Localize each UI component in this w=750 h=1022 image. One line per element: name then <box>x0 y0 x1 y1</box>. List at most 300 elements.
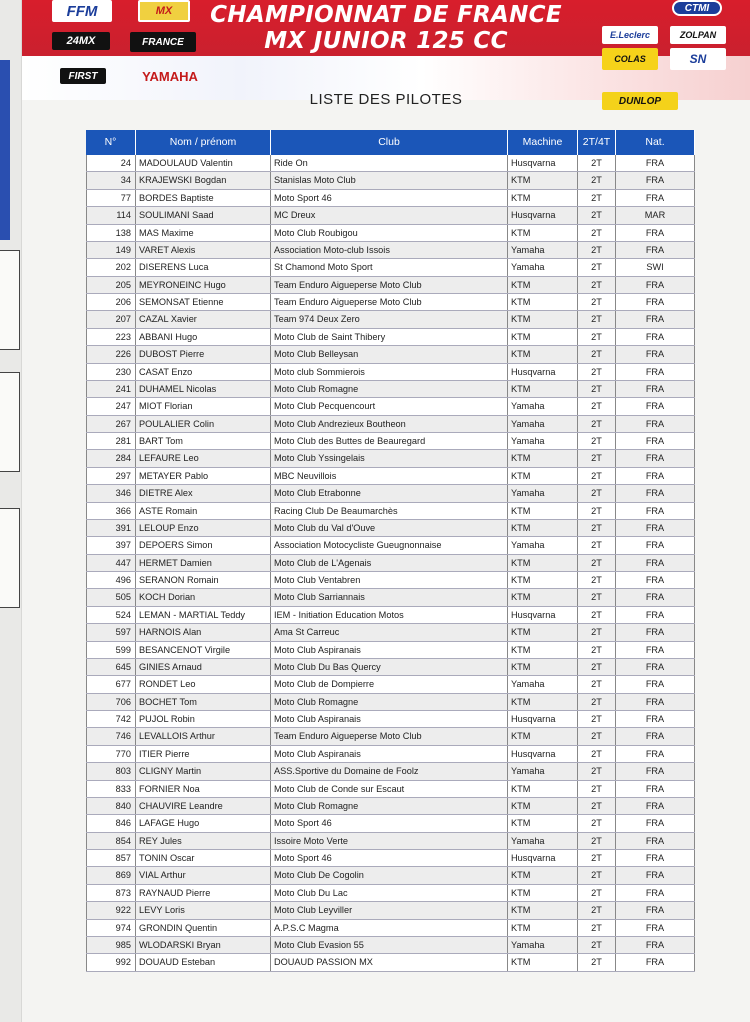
table-row <box>86 798 695 815</box>
cell-club: MBC Neuvillois <box>271 468 508 484</box>
cell-stroke: 2T <box>578 346 616 362</box>
cell-name: RONDET Leo <box>136 676 271 692</box>
cell-club: Racing Club De Beaumarchès <box>271 503 508 519</box>
cell-stroke: 2T <box>578 728 616 744</box>
cell-name: HARNOIS Alan <box>136 624 271 640</box>
cell-stroke: 2T <box>578 815 616 831</box>
cell-stroke: 2T <box>578 589 616 605</box>
cell-machine: KTM <box>508 920 578 936</box>
cell-stroke: 2T <box>578 694 616 710</box>
table-row <box>86 676 695 693</box>
cell-machine: Husqvarna <box>508 364 578 380</box>
cell-stroke: 2T <box>578 624 616 640</box>
table-row <box>86 207 695 224</box>
cell-machine: KTM <box>508 815 578 831</box>
cell-club: Team 974 Deux Zero <box>271 311 508 327</box>
table-row <box>86 277 695 294</box>
cell-machine: KTM <box>508 555 578 571</box>
table-row <box>86 329 695 346</box>
cell-club: Moto Club Romagne <box>271 381 508 397</box>
cell-stroke: 2T <box>578 920 616 936</box>
cell-club: Moto Club Roubigou <box>271 225 508 241</box>
cell-machine: KTM <box>508 468 578 484</box>
cell-machine: KTM <box>508 172 578 188</box>
leclerc-logo: E.Leclerc <box>602 26 658 44</box>
cell-nationality: FRA <box>616 294 695 310</box>
cell-nationality: FRA <box>616 746 695 762</box>
table-row <box>86 346 695 363</box>
table-row <box>86 867 695 884</box>
cell-number: 206 <box>86 294 136 310</box>
cell-stroke: 2T <box>578 468 616 484</box>
cell-nationality: FRA <box>616 329 695 345</box>
cell-nationality: FRA <box>616 485 695 501</box>
cell-club: Moto Club Leyviller <box>271 902 508 918</box>
cell-machine: Yamaha <box>508 833 578 849</box>
list-title: LISTE DES PILOTES <box>309 91 463 108</box>
cell-club: Moto Club de Conde sur Escaut <box>271 781 508 797</box>
cell-club: Issoire Moto Verte <box>271 833 508 849</box>
cell-machine: KTM <box>508 885 578 901</box>
table-row <box>86 624 695 641</box>
cell-stroke: 2T <box>578 207 616 223</box>
cell-club: Ride On <box>271 155 508 171</box>
cell-machine: Yamaha <box>508 433 578 449</box>
cell-number: 241 <box>86 381 136 397</box>
table-row <box>86 503 695 520</box>
cell-stroke: 2T <box>578 711 616 727</box>
sn-logo: SN <box>670 48 726 70</box>
cell-nationality: FRA <box>616 902 695 918</box>
cell-club: Moto Club Belleysan <box>271 346 508 362</box>
table-row <box>86 398 695 415</box>
cell-stroke: 2T <box>578 416 616 432</box>
cell-number: 202 <box>86 259 136 275</box>
cell-nationality: FRA <box>616 346 695 362</box>
cell-name: DUHAMEL Nicolas <box>136 381 271 397</box>
cell-number: 77 <box>86 190 136 206</box>
cell-number: 857 <box>86 850 136 866</box>
cell-number: 297 <box>86 468 136 484</box>
cell-number: 284 <box>86 450 136 466</box>
cell-club: Moto Club des Buttes de Beauregard <box>271 433 508 449</box>
colas-logo: COLAS <box>602 48 658 70</box>
cell-stroke: 2T <box>578 242 616 258</box>
cell-number: 366 <box>86 503 136 519</box>
table-body <box>86 155 695 972</box>
cell-club: Moto Club De Cogolin <box>271 867 508 883</box>
cell-number: 524 <box>86 607 136 623</box>
cell-nationality: FRA <box>616 711 695 727</box>
cell-number: 833 <box>86 781 136 797</box>
cell-nationality: FRA <box>616 225 695 241</box>
table-row <box>86 450 695 467</box>
cell-stroke: 2T <box>578 659 616 675</box>
column-header-number: N° <box>86 130 136 155</box>
cell-nationality: FRA <box>616 311 695 327</box>
cell-name: MIOT Florian <box>136 398 271 414</box>
table-row <box>86 190 695 207</box>
cell-number: 281 <box>86 433 136 449</box>
table-row <box>86 833 695 850</box>
cell-machine: KTM <box>508 728 578 744</box>
cell-club: MC Dreux <box>271 207 508 223</box>
cell-number: 974 <box>86 920 136 936</box>
cell-machine: Husqvarna <box>508 607 578 623</box>
cell-nationality: FRA <box>616 398 695 414</box>
cell-nationality: SWI <box>616 259 695 275</box>
cell-nationality: FRA <box>616 155 695 171</box>
cell-number: 391 <box>86 520 136 536</box>
table-row <box>86 537 695 554</box>
cell-name: SEMONSAT Etienne <box>136 294 271 310</box>
yamaha-logo: YAMAHA <box>142 68 198 84</box>
cell-machine: KTM <box>508 190 578 206</box>
cell-machine: Husqvarna <box>508 207 578 223</box>
cell-club: Team Enduro Aigueperse Moto Club <box>271 294 508 310</box>
cell-name: VARET Alexis <box>136 242 271 258</box>
cell-club: Moto Club Aspiranais <box>271 642 508 658</box>
cell-club: Association Motocycliste Gueugnonnaise <box>271 537 508 553</box>
table-row <box>86 607 695 624</box>
cell-number: 770 <box>86 746 136 762</box>
table-row <box>86 920 695 937</box>
cell-number: 114 <box>86 207 136 223</box>
cell-nationality: FRA <box>616 781 695 797</box>
cell-name: LEFAURE Leo <box>136 450 271 466</box>
cell-machine: KTM <box>508 294 578 310</box>
cell-stroke: 2T <box>578 277 616 293</box>
cell-machine: KTM <box>508 381 578 397</box>
cell-nationality: FRA <box>616 520 695 536</box>
cell-nationality: FRA <box>616 954 695 970</box>
cell-name: KOCH Dorian <box>136 589 271 605</box>
cell-number: 226 <box>86 346 136 362</box>
cell-stroke: 2T <box>578 329 616 345</box>
cell-stroke: 2T <box>578 954 616 970</box>
cell-number: 854 <box>86 833 136 849</box>
cell-machine: KTM <box>508 694 578 710</box>
table-row <box>86 364 695 381</box>
ffm-logo: FFM <box>52 0 112 22</box>
cell-machine: Yamaha <box>508 537 578 553</box>
table-row <box>86 746 695 763</box>
cell-machine: KTM <box>508 902 578 918</box>
cell-machine: Yamaha <box>508 937 578 953</box>
cell-stroke: 2T <box>578 763 616 779</box>
cell-stroke: 2T <box>578 607 616 623</box>
cell-stroke: 2T <box>578 172 616 188</box>
cell-stroke: 2T <box>578 555 616 571</box>
table-row <box>86 259 695 276</box>
cell-name: FORNIER Noa <box>136 781 271 797</box>
cell-stroke: 2T <box>578 503 616 519</box>
cell-club: Moto Club de Dompierre <box>271 676 508 692</box>
cell-club: Moto Sport 46 <box>271 190 508 206</box>
cell-number: 645 <box>86 659 136 675</box>
cell-name: DOUAUD Esteban <box>136 954 271 970</box>
cell-club: Moto Club de Saint Thibery <box>271 329 508 345</box>
cell-name: MEYRONEINC Hugo <box>136 277 271 293</box>
table-row <box>86 728 695 745</box>
cell-number: 992 <box>86 954 136 970</box>
cell-machine: Yamaha <box>508 242 578 258</box>
cell-nationality: FRA <box>616 937 695 953</box>
cell-club: Moto Club de L'Agenais <box>271 555 508 571</box>
title-line-1: CHAMPIONNAT DE FRANCE <box>210 2 562 28</box>
cell-number: 922 <box>86 902 136 918</box>
cell-machine: Yamaha <box>508 398 578 414</box>
cell-name: MAS Maxime <box>136 225 271 241</box>
page-edge-blue-bar <box>0 60 10 240</box>
cell-stroke: 2T <box>578 381 616 397</box>
table-row <box>86 572 695 589</box>
cell-number: 447 <box>86 555 136 571</box>
cell-nationality: FRA <box>616 728 695 744</box>
cell-name: POULALIER Colin <box>136 416 271 432</box>
cell-name: LEVALLOIS Arthur <box>136 728 271 744</box>
cell-nationality: FRA <box>616 190 695 206</box>
cell-club: Association Moto-club Issois <box>271 242 508 258</box>
cell-club: Moto Sport 46 <box>271 815 508 831</box>
cell-stroke: 2T <box>578 311 616 327</box>
cell-nationality: FRA <box>616 763 695 779</box>
cell-club: A.P.S.C Magma <box>271 920 508 936</box>
cell-stroke: 2T <box>578 850 616 866</box>
table-row <box>86 815 695 832</box>
cell-stroke: 2T <box>578 572 616 588</box>
cell-number: 846 <box>86 815 136 831</box>
cell-number: 149 <box>86 242 136 258</box>
cell-machine: KTM <box>508 954 578 970</box>
cell-number: 706 <box>86 694 136 710</box>
cell-name: GINIES Arnaud <box>136 659 271 675</box>
cell-machine: KTM <box>508 225 578 241</box>
cell-name: CHAUVIRE Leandre <box>136 798 271 814</box>
cell-number: 496 <box>86 572 136 588</box>
cell-machine: KTM <box>508 450 578 466</box>
cell-number: 34 <box>86 172 136 188</box>
cell-name: WLODARSKI Bryan <box>136 937 271 953</box>
cell-nationality: FRA <box>616 867 695 883</box>
cell-machine: KTM <box>508 329 578 345</box>
column-header-machine: Machine <box>508 130 578 155</box>
cell-club: Moto Club du Val d'Ouve <box>271 520 508 536</box>
table-row <box>86 416 695 433</box>
cell-name: BART Tom <box>136 433 271 449</box>
table-row <box>86 642 695 659</box>
table-row <box>86 520 695 537</box>
cell-machine: KTM <box>508 659 578 675</box>
cell-nationality: FRA <box>616 833 695 849</box>
cell-machine: Yamaha <box>508 676 578 692</box>
cell-machine: KTM <box>508 798 578 814</box>
cell-nationality: FRA <box>616 642 695 658</box>
cell-name: LELOUP Enzo <box>136 520 271 536</box>
table-row <box>86 850 695 867</box>
table-row <box>86 311 695 328</box>
cell-number: 869 <box>86 867 136 883</box>
table-row <box>86 172 695 189</box>
cell-stroke: 2T <box>578 642 616 658</box>
cell-stroke: 2T <box>578 885 616 901</box>
cell-club: ASS.Sportive du Domaine de Foolz <box>271 763 508 779</box>
cell-machine: Yamaha <box>508 259 578 275</box>
table-row <box>86 902 695 919</box>
cell-machine: KTM <box>508 867 578 883</box>
cell-nationality: MAR <box>616 207 695 223</box>
cell-nationality: FRA <box>616 798 695 814</box>
cell-stroke: 2T <box>578 937 616 953</box>
cell-club: Team Enduro Aigueperse Moto Club <box>271 728 508 744</box>
cell-name: LEMAN - MARTIAL Teddy <box>136 607 271 623</box>
cell-stroke: 2T <box>578 155 616 171</box>
page-edge-box <box>0 508 20 608</box>
cell-stroke: 2T <box>578 902 616 918</box>
cell-club: Moto Club Andrezieux Boutheon <box>271 416 508 432</box>
cell-number: 505 <box>86 589 136 605</box>
cell-name: MADOULAUD Valentin <box>136 155 271 171</box>
cell-nationality: FRA <box>616 277 695 293</box>
cell-club: DOUAUD PASSION MX <box>271 954 508 970</box>
cell-number: 742 <box>86 711 136 727</box>
cell-number: 803 <box>86 763 136 779</box>
cell-machine: KTM <box>508 346 578 362</box>
cell-stroke: 2T <box>578 781 616 797</box>
pilot-table <box>86 130 695 972</box>
cell-club: Moto Club Evasion 55 <box>271 937 508 953</box>
cell-club: Moto club Sommierois <box>271 364 508 380</box>
cell-machine: KTM <box>508 503 578 519</box>
cell-machine: KTM <box>508 642 578 658</box>
cell-nationality: FRA <box>616 815 695 831</box>
cell-name: CASAT Enzo <box>136 364 271 380</box>
cell-name: HERMET Damien <box>136 555 271 571</box>
france-equipement-logo: FRANCE <box>130 32 196 52</box>
table-row <box>86 659 695 676</box>
cell-club: Moto Club Romagne <box>271 694 508 710</box>
cell-club: St Chamond Moto Sport <box>271 259 508 275</box>
cell-nationality: FRA <box>616 416 695 432</box>
cell-number: 138 <box>86 225 136 241</box>
table-row <box>86 225 695 242</box>
cell-number: 677 <box>86 676 136 692</box>
table-row <box>86 763 695 780</box>
table-row <box>86 781 695 798</box>
cell-name: LAFAGE Hugo <box>136 815 271 831</box>
cell-nationality: FRA <box>616 572 695 588</box>
cell-club: Moto Club Etrabonne <box>271 485 508 501</box>
cell-stroke: 2T <box>578 537 616 553</box>
cell-club: Moto Club Du Lac <box>271 885 508 901</box>
cell-name: BOCHET Tom <box>136 694 271 710</box>
cell-machine: KTM <box>508 572 578 588</box>
mx-logo: MX <box>138 0 190 22</box>
cell-club: Moto Club Yssingelais <box>271 450 508 466</box>
table-row <box>86 711 695 728</box>
page-edge-box <box>0 372 20 472</box>
cell-number: 230 <box>86 364 136 380</box>
cell-machine: KTM <box>508 589 578 605</box>
table-header <box>86 130 695 155</box>
cell-nationality: FRA <box>616 450 695 466</box>
cell-machine: Husqvarna <box>508 711 578 727</box>
cell-club: Ama St Carreuc <box>271 624 508 640</box>
cell-number: 205 <box>86 277 136 293</box>
cell-nationality: FRA <box>616 364 695 380</box>
cell-machine: Husqvarna <box>508 746 578 762</box>
cell-number: 985 <box>86 937 136 953</box>
cell-machine: KTM <box>508 311 578 327</box>
cell-club: Moto Club Aspiranais <box>271 746 508 762</box>
cell-stroke: 2T <box>578 364 616 380</box>
cell-nationality: FRA <box>616 242 695 258</box>
cell-club: Moto Sport 46 <box>271 850 508 866</box>
cell-machine: KTM <box>508 624 578 640</box>
cell-nationality: FRA <box>616 503 695 519</box>
column-header-stroke: 2T/4T <box>578 130 616 155</box>
cell-name: ASTE Romain <box>136 503 271 519</box>
cell-club: IEM - Initiation Education Motos <box>271 607 508 623</box>
cell-nationality: FRA <box>616 676 695 692</box>
table-row <box>86 555 695 572</box>
cell-machine: Yamaha <box>508 485 578 501</box>
cell-number: 397 <box>86 537 136 553</box>
cell-name: GRONDIN Quentin <box>136 920 271 936</box>
cell-name: DUBOST Pierre <box>136 346 271 362</box>
table-row <box>86 589 695 606</box>
cell-machine: Husqvarna <box>508 155 578 171</box>
column-header-nationality: Nat. <box>616 130 695 155</box>
cell-nationality: FRA <box>616 589 695 605</box>
table-row <box>86 433 695 450</box>
page-edge-strip <box>0 0 22 1022</box>
table-row <box>86 937 695 954</box>
cell-stroke: 2T <box>578 676 616 692</box>
cell-stroke: 2T <box>578 798 616 814</box>
cell-name: DISERENS Luca <box>136 259 271 275</box>
cell-club: Moto Club Sarriannais <box>271 589 508 605</box>
cell-number: 346 <box>86 485 136 501</box>
cell-machine: KTM <box>508 277 578 293</box>
cell-stroke: 2T <box>578 485 616 501</box>
cell-number: 746 <box>86 728 136 744</box>
cell-club: Moto Club Ventabren <box>271 572 508 588</box>
cell-club: Moto Club Pecquencourt <box>271 398 508 414</box>
cell-machine: KTM <box>508 520 578 536</box>
cell-club: Stanislas Moto Club <box>271 172 508 188</box>
header-banner <box>22 0 750 90</box>
cell-nationality: FRA <box>616 885 695 901</box>
dunlop-logo: DUNLOP <box>602 92 678 110</box>
table-row <box>86 954 695 971</box>
cell-number: 597 <box>86 624 136 640</box>
cell-stroke: 2T <box>578 433 616 449</box>
cell-name: CLIGNY Martin <box>136 763 271 779</box>
cell-nationality: FRA <box>616 537 695 553</box>
cell-name: REY Jules <box>136 833 271 849</box>
cell-machine: KTM <box>508 781 578 797</box>
cell-name: TONIN Oscar <box>136 850 271 866</box>
cell-nationality: FRA <box>616 850 695 866</box>
cell-nationality: FRA <box>616 624 695 640</box>
cell-name: VIAL Arthur <box>136 867 271 883</box>
ctm-logo: CTMI <box>672 0 722 16</box>
cell-number: 873 <box>86 885 136 901</box>
cell-machine: Yamaha <box>508 763 578 779</box>
cell-club: Moto Club Aspiranais <box>271 711 508 727</box>
cell-number: 267 <box>86 416 136 432</box>
